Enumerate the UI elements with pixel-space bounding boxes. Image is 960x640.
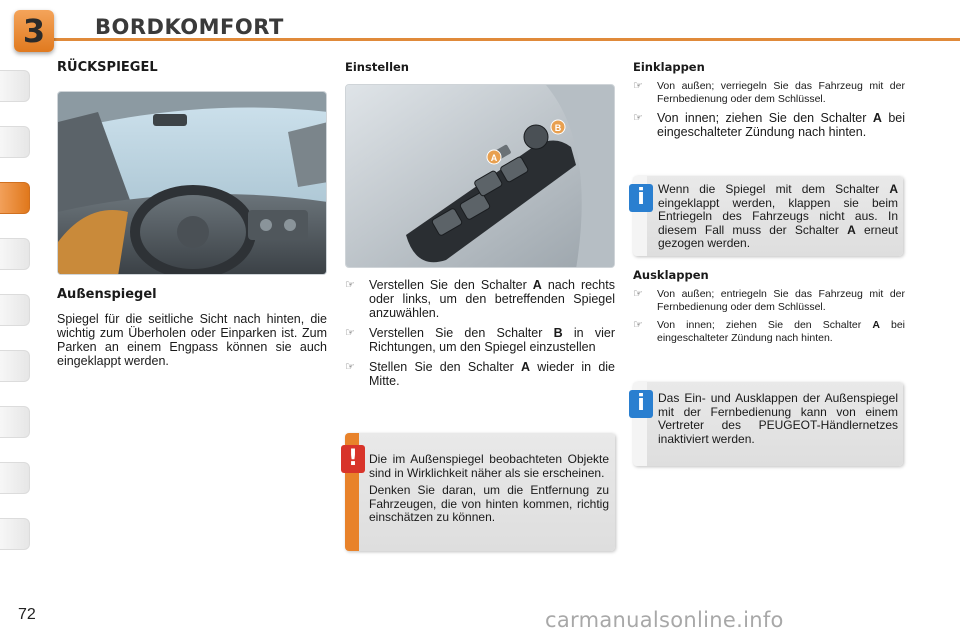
car-interior-image: [57, 91, 327, 275]
adjust-step-2: [345, 326, 615, 354]
warning-text: [369, 453, 609, 525]
chapter-tab-2[interactable]: [0, 126, 30, 158]
step-key: A: [532, 278, 542, 292]
chapter-badge: [14, 10, 54, 52]
chapter-tab-8[interactable]: [0, 462, 30, 494]
info-text-part: erneut gezogen werden.: [658, 222, 898, 250]
chapter-tab-9[interactable]: [0, 518, 30, 550]
info-note-remote: [633, 382, 903, 466]
step-text: Stellen Sie den Schalter: [369, 360, 521, 374]
car-interior-illustration: [58, 92, 327, 275]
pointing-hand-icon: ☞: [633, 319, 643, 331]
warning-note: [345, 433, 615, 551]
warning-paragraph-2: Denken Sie daran, um die Entfernung zu Fahrzeugen, die von hinten kommen, richtig einschätzen zu können.: [369, 483, 609, 524]
column-mirrors-intro: [57, 60, 327, 368]
info-key: A: [889, 182, 898, 196]
chapter-tab-3-active[interactable]: [0, 182, 30, 214]
pointing-hand-icon: ☞: [633, 112, 643, 124]
step-text: Verstellen Sie den Schalter: [369, 326, 554, 340]
unfold-step-text: bei eingeschalteter Zündung nach hinten.: [657, 319, 905, 344]
door-switch-illustration: [346, 85, 615, 268]
info-text-remote: Das Ein- und Ausklappen der Außenspiegel mit der Fernbedienung kann von einem Vertreter des PEUGEOT-Händlernetzes inaktiviert werden.: [658, 391, 898, 446]
info-text-part: Wenn die Spiegel mit dem Schalter: [658, 182, 890, 196]
fold-step-text: bei eingeschalteter Zündung nach hinten.: [657, 111, 906, 139]
watermark-text: carmanualsonline.info: [545, 608, 784, 632]
adjust-steps: [345, 278, 615, 388]
column-adjust: [345, 60, 615, 388]
unfold-section: [633, 268, 905, 344]
chapter-tab-4[interactable]: [0, 238, 30, 270]
switch-label-b: B: [554, 123, 562, 133]
mirror-switch-image: [345, 84, 615, 268]
info-key: A: [847, 222, 856, 237]
info-text-part: eingeklappt werden, klappen sie beim Entriegeln des Fahrzeugs nicht aus. In diesem Fall muss der Schalter: [658, 195, 898, 237]
subsection-title: Außenspiegel: [57, 287, 157, 302]
chapter-tabs: [0, 70, 34, 575]
section-title: RÜCKSPIEGEL: [57, 60, 158, 75]
fold-heading: Einklappen: [633, 60, 705, 74]
unfold-step-text: Von innen; ziehen Sie den Schalter: [657, 319, 873, 331]
page-number: 72: [18, 606, 36, 623]
step-text: wieder in die Mitte.: [369, 360, 616, 388]
step-text: nach rechts oder links, um den betreffenden Spiegel anzuwählen.: [369, 278, 615, 320]
info-note-fold: [633, 176, 903, 256]
step-text: Verstellen Sie den Schalter: [369, 278, 533, 292]
fold-step-text: Von außen; verriegeln Sie das Fahrzeug mit der Fernbedienung oder dem Schlüssel.: [657, 80, 905, 105]
adjust-step-3: [345, 360, 615, 388]
chapter-title: BORDKOMFORT: [95, 15, 284, 39]
unfold-heading: Ausklappen: [633, 268, 709, 282]
intro-paragraph: Spiegel für die seitliche Sicht nach hinten, die wichtig zum Überholen oder Einparken ist. Zum Parken an einem Engpass können sie auch eingeklappt werden.: [57, 312, 327, 368]
column-fold: [633, 60, 905, 139]
chapter-tab-6[interactable]: [0, 350, 30, 382]
chapter-tab-5[interactable]: [0, 294, 30, 326]
step-key: A: [521, 360, 531, 374]
warning-exclamation-icon: !: [341, 445, 365, 473]
adjust-step-1: [345, 278, 615, 320]
unfold-step-2: [633, 319, 905, 344]
unfold-step-text: Von außen; entriegeln Sie das Fahrzeug mit der Fernbedienung oder dem Schlüssel.: [657, 288, 905, 313]
chapter-tab-1[interactable]: [0, 70, 30, 102]
unfold-step-1: [633, 288, 905, 313]
info-icon: i: [629, 184, 653, 212]
pointing-hand-icon: ☞: [633, 288, 643, 300]
step-text: in vier Richtungen, um den Spiegel einzustellen: [369, 326, 615, 354]
fold-step-2: [633, 111, 905, 139]
info-icon: i: [629, 390, 653, 418]
unfold-step-key: A: [872, 319, 880, 331]
fold-step-text: Von innen; ziehen Sie den Schalter: [657, 111, 873, 125]
warning-paragraph-1: Die im Außenspiegel beobachteten Objekte sind in Wirklichkeit näher als sie erscheinen.: [369, 452, 609, 480]
pointing-hand-icon: ☞: [345, 327, 355, 339]
fold-step-key: A: [872, 111, 882, 125]
pointing-hand-icon: ☞: [345, 279, 355, 291]
step-key: B: [553, 326, 563, 340]
chapter-number: 3: [22, 12, 46, 50]
switch-label-a: A: [490, 153, 498, 163]
info-text-fold: [658, 183, 898, 251]
fold-step-1: [633, 80, 905, 105]
adjust-heading: Einstellen: [345, 60, 409, 74]
pointing-hand-icon: ☞: [633, 80, 643, 92]
chapter-tab-7[interactable]: [0, 406, 30, 438]
page-header: [0, 0, 960, 52]
pointing-hand-icon: ☞: [345, 361, 355, 373]
